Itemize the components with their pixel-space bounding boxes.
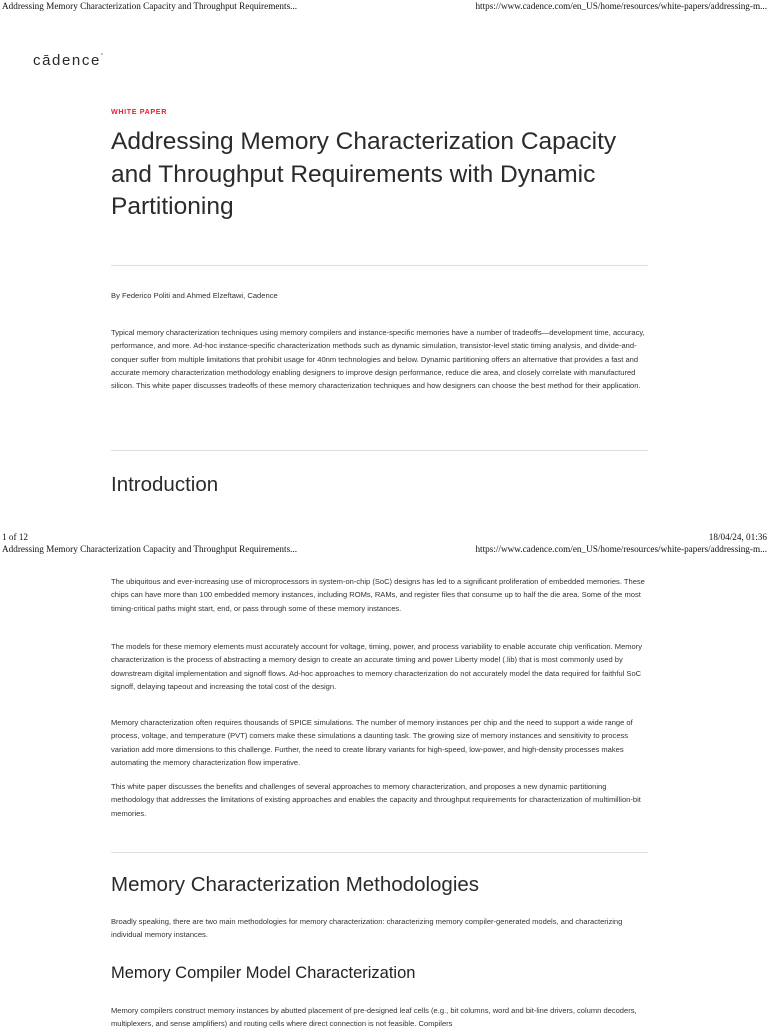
- compiler-paragraph: Memory compilers construct memory instances by abutted placement of pre-designed leaf cells (e.g., bit columns, word and bit-line drivers, column decoders, multiplexers, and sense amplifiers) and routing cells where direct connection is not feasible. Compilers: [111, 1006, 637, 1029]
- article-kicker: WHITE PAPER: [111, 107, 167, 116]
- intro-paragraph: The models for these memory elements must accurately account for voltage, timing, power, and process variability to enable accurate chip verification. Memory characterization is the process of abstracting a memory design to create an accurate timing and power Liberty model (.lib) that is most commonly used by downstream digital implementation and signoff flows. Ad-hoc approaches to memory characterization do not accurately model the data required for faithful SoC signoff, delaying tapeout and increasing the total cost of the design.: [111, 642, 643, 691]
- divider: [111, 450, 648, 451]
- methods-paragraph: Broadly speaking, there are two main methodologies for memory characterization: characterizing memory compiler-generated models, and characterizing individual memory instances.: [111, 917, 623, 940]
- cadence-logo[interactable]: [33, 52, 105, 69]
- subsection-heading-compiler-model: Memory Compiler Model Characterization: [111, 964, 416, 982]
- print-header-title: Addressing Memory Characterization Capacity and Throughput Requirements...: [2, 1, 298, 11]
- print-header-url[interactable]: https://www.cadence.com/en_US/home/resources/white-papers/addressing-m...: [475, 1, 767, 11]
- intro-paragraph: Memory characterization often requires thousands of SPICE simulations. The number of memory instances per chip and the need to support a wide range of process, voltage, and temperature (PVT) corners make these simulations a daunting task. The growing size of memory instances and sensitivity to process variation add more dimensions to this challenge. Further, the need to create library variants for high-speed, low-power, and high-density processes makes automating the memory characterization flow imperative.: [111, 718, 633, 767]
- print-page-number: 1 of 12: [2, 532, 29, 542]
- divider: [111, 852, 648, 853]
- logo-wordmark: cādence: [33, 52, 101, 69]
- page-title: Addressing Memory Characterization Capacity and Throughput Requirements with Dynamic Partitioning: [111, 128, 617, 220]
- intro-paragraph: This white paper discusses the benefits and challenges of several approaches to memory characterization, and proposes a new dynamic partitioning methodology that addresses the limitations of existing approaches and enables the capacity and throughput requirements for characterization of multimillion-bit memories.: [111, 782, 641, 818]
- divider: [111, 265, 648, 266]
- print-header-title: Addressing Memory Characterization Capacity and Throughput Requirements...: [2, 544, 298, 554]
- print-header: [0, 543, 768, 555]
- intro-paragraph: The ubiquitous and ever-increasing use of microprocessors in system-on-chip (SoC) designs has led to a significant proliferation of embedded memories. These chips can have more than 100 embedded memory instances, including ROMs, RAMs, and register files that consume up to half the die area. Some of the most timing-critical paths might start, end, or pass through some of these memory instances.: [111, 577, 645, 613]
- print-header-url[interactable]: https://www.cadence.com/en_US/home/resources/white-papers/addressing-m...: [475, 544, 767, 554]
- print-footer: [0, 531, 768, 543]
- abstract-paragraph: Typical memory characterization techniques using memory compilers and instance-specific memories have a number of tradeoffs—development time, accuracy, performance, and more. Ad-hoc instance-specific characterization methods such as dynamic simulation, transistor-level static timing analysis, and divide-and-conquer suffer from multiple limitations that prohibit usage for 40nm technologies and below. Dynamic partitioning offers an alternative that provides a fast and accurate memory characterization methodology enabling designers to improve design performance, reduce die area, and closely correlate with manufactured silicon. This white paper discusses tradeoffs of these memory characterization techniques and how designers can choose the best method for their application.: [111, 328, 645, 391]
- section-heading-introduction: Introduction: [111, 473, 219, 496]
- byline: By Federico Politi and Ahmed Elzeftawi, Cadence: [111, 291, 278, 300]
- logo-mark: °: [100, 53, 105, 59]
- print-header: [0, 0, 768, 12]
- print-datetime: 18/04/24, 01:36: [708, 532, 767, 542]
- section-heading-methodologies: Memory Characterization Methodologies: [111, 873, 480, 896]
